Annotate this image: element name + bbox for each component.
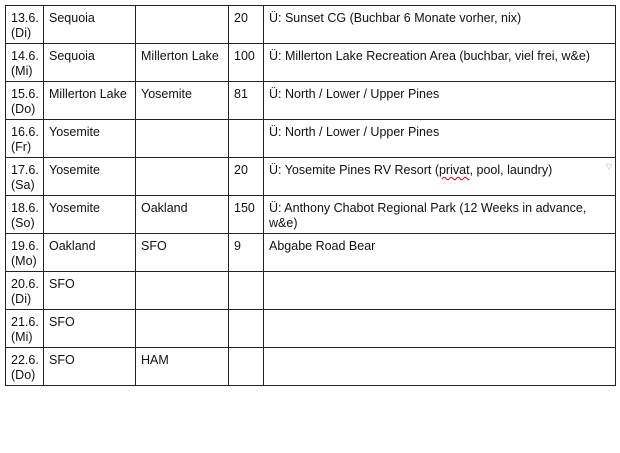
chevron-down-icon[interactable]: ▽ bbox=[605, 162, 612, 171]
distance-cell[interactable]: 150 bbox=[229, 196, 264, 234]
table-row bbox=[6, 310, 616, 348]
table-row bbox=[6, 6, 616, 44]
table-row bbox=[6, 158, 616, 196]
date-weekday: (So) bbox=[11, 216, 35, 230]
date-cell[interactable] bbox=[6, 234, 44, 272]
note-cell[interactable]: Ü: Sunset CG (Buchbar 6 Monate vorher, nix) bbox=[264, 6, 616, 44]
from-cell[interactable]: Yosemite bbox=[44, 196, 136, 234]
date-weekday: (Do) bbox=[11, 102, 36, 116]
date-cell[interactable] bbox=[6, 82, 44, 120]
to-cell[interactable] bbox=[136, 120, 229, 158]
date-day: 15.6. bbox=[11, 87, 39, 101]
date-cell[interactable] bbox=[6, 6, 44, 44]
table-row bbox=[6, 348, 616, 386]
note-text: , pool, laundry) bbox=[469, 163, 553, 177]
table-row bbox=[6, 82, 616, 120]
from-cell[interactable]: Sequoia bbox=[44, 44, 136, 82]
date-day: 17.6. bbox=[11, 163, 39, 177]
date-day: 13.6. bbox=[11, 11, 39, 25]
date-day: 18.6. bbox=[11, 201, 39, 215]
date-day: 14.6. bbox=[11, 49, 39, 63]
to-cell[interactable]: HAM bbox=[136, 348, 229, 386]
note-cell[interactable]: Ü: Anthony Chabot Regional Park (12 Weeks in advance, w&e) bbox=[264, 196, 616, 234]
note-cell[interactable]: Ü: North / Lower / Upper Pines bbox=[264, 120, 616, 158]
distance-cell[interactable]: 9 bbox=[229, 234, 264, 272]
from-cell[interactable]: Oakland bbox=[44, 234, 136, 272]
misspelled-word[interactable]: privat bbox=[438, 163, 470, 177]
note-cell[interactable] bbox=[264, 348, 616, 386]
to-cell[interactable]: Oakland bbox=[136, 196, 229, 234]
date-weekday: (Fr) bbox=[11, 140, 32, 154]
date-cell[interactable] bbox=[6, 348, 44, 386]
distance-cell[interactable]: 100 bbox=[229, 44, 264, 82]
note-text: Ü: Yosemite Pines RV Resort ( bbox=[269, 163, 439, 177]
table-row bbox=[6, 234, 616, 272]
date-weekday: (Di) bbox=[11, 292, 32, 306]
to-cell[interactable] bbox=[136, 310, 229, 348]
to-cell[interactable] bbox=[136, 6, 229, 44]
date-weekday: (Mo) bbox=[11, 254, 37, 268]
date-cell[interactable] bbox=[6, 272, 44, 310]
from-cell[interactable]: SFO bbox=[44, 310, 136, 348]
table-row bbox=[6, 120, 616, 158]
distance-cell[interactable] bbox=[229, 272, 264, 310]
table-row bbox=[6, 196, 616, 234]
to-cell[interactable] bbox=[136, 158, 229, 196]
date-cell[interactable] bbox=[6, 120, 44, 158]
from-cell[interactable]: Sequoia bbox=[44, 6, 136, 44]
note-cell[interactable] bbox=[264, 310, 616, 348]
to-cell[interactable]: Yosemite bbox=[136, 82, 229, 120]
from-cell[interactable]: SFO bbox=[44, 272, 136, 310]
distance-cell[interactable] bbox=[229, 310, 264, 348]
from-cell[interactable]: Millerton Lake bbox=[44, 82, 136, 120]
note-cell[interactable]: Ü: Millerton Lake Recreation Area (buchbar, viel frei, w&e) bbox=[264, 44, 616, 82]
date-cell[interactable] bbox=[6, 196, 44, 234]
date-day: 16.6. bbox=[11, 125, 39, 139]
note-cell[interactable]: Ü: North / Lower / Upper Pines bbox=[264, 82, 616, 120]
from-cell[interactable]: Yosemite bbox=[44, 158, 136, 196]
note-cell[interactable]: Abgabe Road Bear bbox=[264, 234, 616, 272]
date-day: 22.6. bbox=[11, 353, 39, 367]
table-row bbox=[6, 272, 616, 310]
itinerary-table bbox=[5, 5, 616, 386]
from-cell[interactable]: SFO bbox=[44, 348, 136, 386]
date-weekday: (Sa) bbox=[11, 178, 35, 192]
distance-cell[interactable]: 20 bbox=[229, 6, 264, 44]
to-cell[interactable]: SFO bbox=[136, 234, 229, 272]
date-cell[interactable] bbox=[6, 158, 44, 196]
date-weekday: (Do) bbox=[11, 368, 36, 382]
date-weekday: (Di) bbox=[11, 26, 32, 40]
date-weekday: (Mi) bbox=[11, 330, 33, 344]
date-day: 20.6. bbox=[11, 277, 39, 291]
date-day: 19.6. bbox=[11, 239, 39, 253]
to-cell[interactable] bbox=[136, 272, 229, 310]
from-cell[interactable]: Yosemite bbox=[44, 120, 136, 158]
note-cell[interactable] bbox=[264, 158, 616, 196]
to-cell[interactable]: Millerton Lake bbox=[136, 44, 229, 82]
date-cell[interactable] bbox=[6, 44, 44, 82]
distance-cell[interactable]: 81 bbox=[229, 82, 264, 120]
date-day: 21.6. bbox=[11, 315, 39, 329]
distance-cell[interactable] bbox=[229, 120, 264, 158]
date-weekday: (Mi) bbox=[11, 64, 33, 78]
note-cell[interactable] bbox=[264, 272, 616, 310]
distance-cell[interactable] bbox=[229, 348, 264, 386]
date-cell[interactable] bbox=[6, 310, 44, 348]
table-row bbox=[6, 44, 616, 82]
distance-cell[interactable]: 20 bbox=[229, 158, 264, 196]
